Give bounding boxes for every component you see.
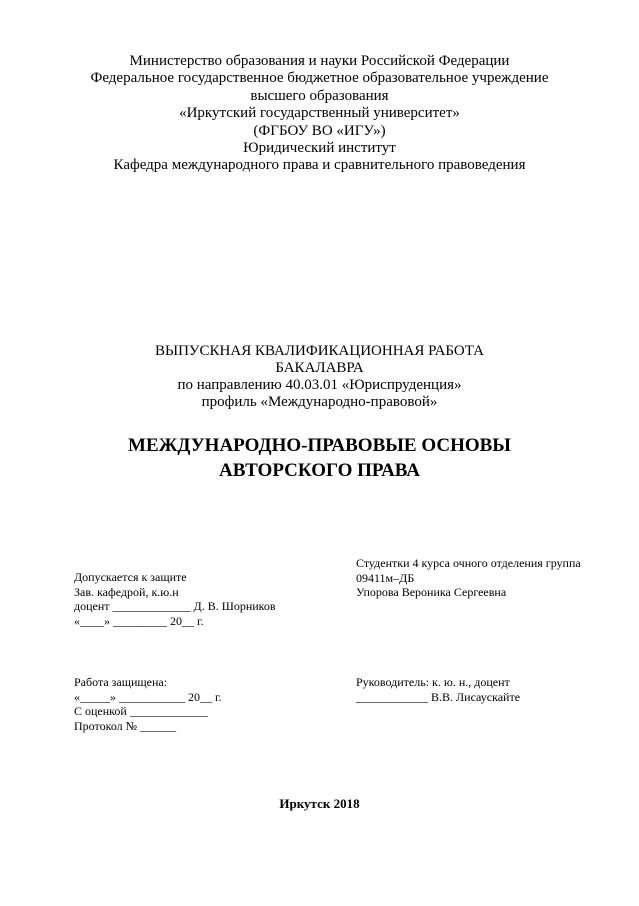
student-line: Упорова Вероника Сергеевна bbox=[356, 585, 507, 599]
education-level-line: высшего образования bbox=[250, 87, 389, 104]
work-type-block bbox=[0, 343, 639, 411]
student-block bbox=[356, 556, 581, 600]
defense-line: «_____» ___________ 20__ г. bbox=[74, 689, 222, 704]
student-line: 09411м–ДБ bbox=[356, 570, 415, 585]
approval-line: доцент _____________ Д. В. Шорников bbox=[74, 599, 276, 613]
institution-type-line: Федеральное государственное бюджетное образовательное учреждение bbox=[90, 70, 549, 87]
student-line: Студентки 4 курса очного отделения группа bbox=[356, 556, 581, 570]
supervisor-line: Руководитель: к. ю. н., доцент bbox=[356, 675, 510, 689]
institute-line: Юридический институт bbox=[243, 140, 396, 157]
ministry-line: Министерство образования и науки Российской Федерации bbox=[129, 53, 510, 69]
city-year: Иркутск 2018 bbox=[279, 796, 360, 811]
department-line: Кафедра международного права и сравнительного правоведения bbox=[113, 157, 526, 174]
direction-line: по направлению 40.03.01 «Юриспруденция» bbox=[177, 377, 462, 393]
approval-block bbox=[74, 570, 276, 628]
defense-line: Протокол № ______ bbox=[74, 718, 177, 733]
approval-line: «____» _________ 20__ г. bbox=[74, 613, 204, 628]
university-name-line: «Иркутский государственный университет» bbox=[179, 105, 460, 122]
defense-line: С оценкой _____________ bbox=[74, 704, 208, 718]
work-type-line: ВЫПУСКНАЯ КВАЛИФИКАЦИОННАЯ РАБОТА bbox=[155, 343, 484, 359]
supervisor-block bbox=[356, 675, 520, 704]
degree-line: БАКАЛАВРА bbox=[275, 360, 364, 376]
approval-line: Допускается к защите bbox=[74, 570, 187, 584]
thesis-title bbox=[0, 433, 639, 483]
institution-header bbox=[0, 53, 639, 175]
title-line: АВТОРСКОГО ПРАВА bbox=[218, 460, 420, 481]
supervisor-line: ____________ В.В. Лисаускайте bbox=[356, 689, 521, 704]
profile-line: профиль «Международно-правовой» bbox=[201, 394, 438, 410]
university-abbrev-line: (ФГБОУ ВО «ИГУ») bbox=[253, 122, 386, 139]
defense-line: Работа защищена: bbox=[74, 675, 168, 689]
title-line: МЕЖДУНАРОДНО-ПРАВОВЫЕ ОСНОВЫ bbox=[128, 435, 511, 456]
approval-line: Зав. кафедрой, к.ю.н bbox=[74, 584, 179, 599]
defense-block bbox=[74, 675, 222, 733]
